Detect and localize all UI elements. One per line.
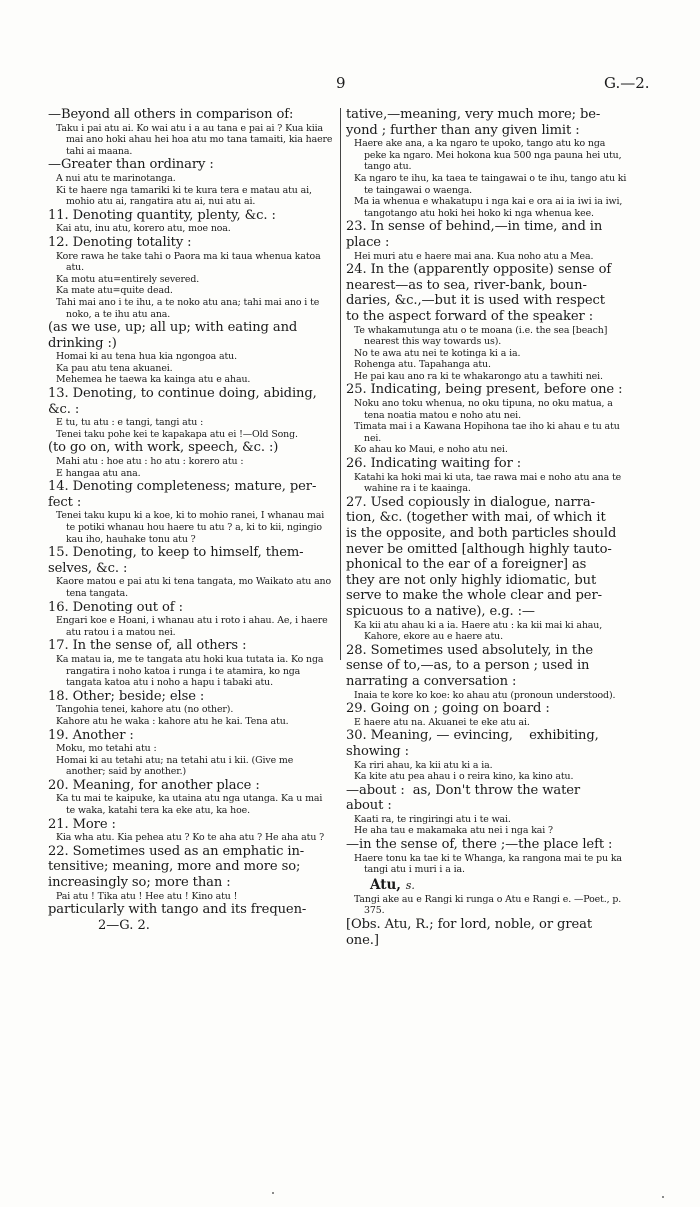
example-text: Moku, mo tetahi atu : [56,743,157,755]
example-text: He pai kau ano ra ki te whakarongo atu a tawhiti nei. [354,370,603,382]
page-speck [662,1196,664,1198]
entry-line: sense of to,—as, to a person ; used in [346,658,590,674]
page-number: 9 [336,74,346,92]
example-text: Homai ki au tena hua kia ngongoa atu. [56,351,237,363]
example-text: Ka kii atu ahau ki a ia. Haere atu : ka kii mai ki ahau, Kahore, ekore au e haere atu. [354,619,603,643]
example-text: Ko ahau ko Maui, e noho atu nei. [354,444,508,456]
column-divider [340,108,341,660]
page-speck [272,1192,274,1194]
entry-line: 17. In the sense of, all others : [48,638,247,654]
example-text: Tangohia tenei, kahore atu (no other). [56,704,234,716]
example-text: E hangaa atu ana. [56,467,141,479]
entry-line: about : [346,798,392,814]
entry-line: (to go on, with work, speech, &c. :) [48,440,279,456]
entry-line: —in the sense of, there ;—the place left : [346,837,613,853]
entry-line: tion, &c. (together with mai, of which it [346,510,606,526]
entry-line: never be omitted [although highly tauto- [346,541,612,557]
example-text: Rohenga atu. Tapahanga atu. [354,359,491,371]
entry-line: tensitive; meaning, more and more so; [48,859,301,875]
example-text: Mahi atu : hoe atu : ho atu : korero atu : [56,456,244,468]
entry-line: [Obs. Atu, R.; for lord, noble, or great [346,917,593,933]
entry-line: 15. Denoting, to keep to himself, them- [48,545,304,561]
entry-line: 25. Indicating, being present, before one : [346,382,623,398]
example-text: E tu, tu atu : e tangi, tangi atu : [56,417,204,429]
entry-line: tative,—meaning, very much more; be- [346,107,601,122]
example-text: Mehemea he taewa ka kainga atu e ahau. [56,374,251,386]
entry-line: 26. Indicating waiting for : [346,456,522,472]
entry-line: 23. In sense of behind,—in time, and in [346,219,603,235]
example-text: Kahore atu he waka : kahore atu he kai. Tena atu. [56,715,289,727]
entry-line: is the opposite, and both particles should [346,526,617,541]
entry-line: narrating a conversation : [346,673,517,689]
example-text: Kore rawa he take tahi o Paora ma ki taua whenua katoa atu. [56,250,321,274]
entry-line: 16. Denoting out of : [48,599,183,615]
entry-line: 21. More : [48,816,116,832]
entry-line: fect : [48,494,82,510]
example-text: A nui atu te marinotanga. [56,172,176,184]
example-text: Kia wha atu. Kia pehea atu ? Ko te aha atu ? He aha atu ? [56,832,325,844]
example-text: Kaore matou e pai atu ki tena tangata, mo Waikato atu ano tena tangata. [56,576,332,599]
example-text: Ka motu atu=entirely severed. [56,273,200,285]
entry-line: daries, &c.,—but it is used with respect [346,293,605,309]
entry-line: 29. Going on ; going on board : [346,701,550,717]
entry-line: one.] [346,932,379,948]
example-text: Timata mai i a Kawana Hopihona tae iho ki ahau e tu atu nei. [354,421,620,444]
example-text: Ka ngaro te ihu, ka taea te taingawai o te ihu, tango atu ki te taingawai o waenga. [354,172,627,196]
example-text: Ma ia whenua e whakatupu i nga kai e ora ai ia iwi ia iwi, tangotango atu hoki hei hoko ki nga whenua kee. [354,196,623,219]
entry-line: —Beyond all others in comparison of: [48,107,294,122]
entry-line: &c. : [48,401,80,417]
example-text: Ka mate atu=quite dead. [56,285,173,297]
entry-line: spicuous to a native), e.g. :— [346,603,535,619]
entry-line: increasingly so; more than : [48,875,231,891]
example-text: Te whakamutunga atu o te moana (i.e. the sea [beach] nearest this way towards us). [354,324,608,348]
entry-line: 30. Meaning, — evincing, exhibiting, [346,728,599,744]
example-text: No te awa atu nei te kotinga ki a ia. [354,347,521,359]
entry-line: serve to make the whole clear and per- [346,588,602,604]
entry-line: drinking :) [48,335,117,351]
example-text: Ki te haere nga tamariki ki te kura tera e matau atu ai, mohio atu ai, rangatira atu ai, nui atu ai. [56,184,312,208]
entry-line: showing : [346,743,409,759]
entry-line: yond ; further than any given limit : [346,122,580,138]
entry-line: 13. Denoting, to continue doing, abiding, [48,386,317,402]
example-text: Tenei taku kupu ki a koe, ki to mohio ranei, I whanau mai te potiki whanau hou haere tu atu ? a, ki to kii, ngingio kau iho, hauhake tonu atu ? [56,510,325,545]
example-text: Hei muri atu e haere mai ana. Kua noho atu a Mea. [354,250,594,262]
entry-line: 24. In the (apparently opposite) sense of [346,262,612,278]
entry-line: place : [346,234,390,250]
entry-line: 20. Meaning, for another place : [48,777,260,793]
entry-line: 28. Sometimes used absolutely, in the [346,642,594,658]
entry-line: to the aspect forward of the speaker : [346,308,594,324]
example-text: Ka tu mai te kaipuke, ka utaina atu nga utanga. Ka u mai te waka, katahi tera ka eke atu, ka hoe. [56,793,323,817]
headword-text: Atu, [370,876,401,893]
example-text: Ka pau atu tena akuanei. [56,362,173,374]
example-text: Ka riri ahau, ka kii atu ki a ia. [354,759,493,771]
example-text: Ka kite atu pea ahau i o reira kino, ka kino atu. [354,771,574,783]
example-text: Engari koe e Hoani, i whanau atu i roto i ahau. Ae, i haere atu ratou i a matou nei. [56,615,328,638]
example-text: Noku ano toku whenua, no oku tipuna, no oku matua, a tena noatia matou e noho atu nei. [354,398,613,421]
right-column [346,107,630,948]
example-text: Ka matau ia, me te tangata atu hoki kua tutata ia. Ko nga rangatira i noho katoa i runga i te atamira, ko nga tangata katoa atu i noho a hapu i tabaki atu. [56,653,324,689]
example-text: Pai atu ! Tika atu ! Hee atu ! Kino atu ! [56,890,238,902]
entry-line: 27. Used copiously in dialogue, narra- [346,494,595,510]
example-text: Inaia te kore ko koe: ko ahau atu (pronoun understood). [354,689,616,701]
entry-line: particularly with tango and its frequen- [48,902,307,918]
example-text: Haere ake ana, a ka ngaro te upoko, tango atu ko nga peke ka ngaro. Mei hokona kua 500 nga pauna hei utu, tango atu. [354,138,622,173]
entry-line: 18. Other; beside; else : [48,688,205,704]
signature-mark: 2—G. 2. [98,917,150,933]
entry-line: —about : as, Don't throw the water [346,782,581,798]
part-of-speech: s. [405,878,415,892]
entry-line: phonical to the ear of a foreigner] as [346,557,587,573]
example-text: Haere tonu ka tae ki te Whanga, ka rangona mai te pu ka tangi atu i muri i a ia. [354,852,622,876]
example-text: Homai ki au tetahi atu; na tetahi atu i kii. (Give me another; said by another.) [56,754,294,778]
entry-line: selves, &c. : [48,560,128,576]
entry-line: 19. Another : [48,727,134,743]
headword [370,877,630,894]
entry-line: (as we use, up; all up; with eating and [48,320,298,336]
example-text: He aha tau e makamaka atu nei i nga kai ? [354,825,553,837]
example-text: Tenei taku pohe kei te kapakapa atu ei !—Old Song. [56,428,298,440]
entry-line: 12. Denoting totality : [48,234,192,250]
example-text: E haere atu na. Akuanei te eke atu ai. [354,716,530,728]
document-reference: G.—2. [604,74,650,92]
entry-line: —Greater than ordinary : [48,157,214,173]
example-text: Taku i pai atu ai. Ko wai atu i a au tana e pai ai ? Kua kiia mai ano hoki ahau hei hoa atu mo tana tamaiti, kia haere tahi ai maana. [56,122,333,157]
entry-line: they are not only highly idiomatic, but [346,572,597,588]
entry-line: nearest—as to sea, river-bank, boun- [346,277,587,293]
example-text: Tahi mai ano i te ihu, a te noko atu ana; tahi mai ano i te noko, a te ihu atu ana. [56,296,320,320]
entry-line: 14. Denoting completeness; mature, per- [48,479,317,495]
example-text: Kai atu, inu atu, korero atu, moe noa. [56,223,231,235]
entry-line: 22. Sometimes used as an emphatic in- [48,843,305,859]
left-column [48,107,334,933]
example-text: Kaati ra, te ringiringi atu i te wai. [354,813,511,825]
entry-line: 11. Denoting quantity, plenty, &c. : [48,207,276,223]
example-text: Tangi ake au e Rangi ki runga o Atu e Rangi e. —Poet., p. 375. [354,893,622,917]
example-text: Katahi ka hoki mai ki uta, tae rawa mai e noho atu ana te wahine ra i te kaainga. [354,471,622,495]
